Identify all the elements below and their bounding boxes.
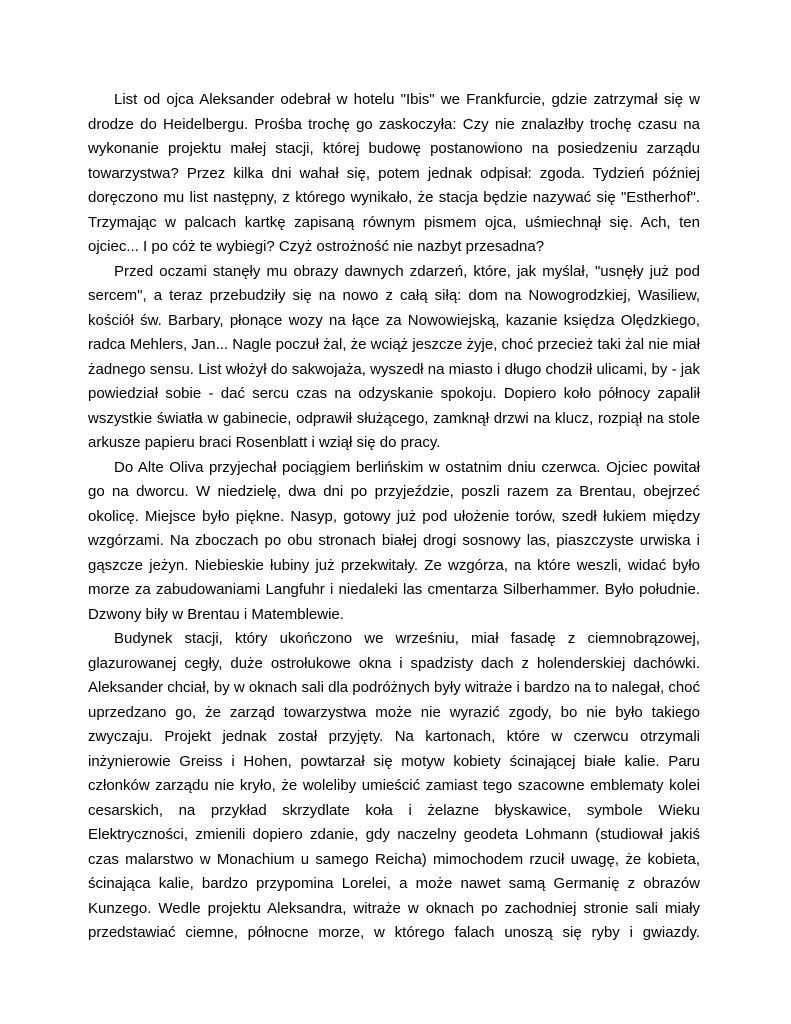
- paragraph-4: Budynek stacji, który ukończono we wrześniu, miał fasadę z ciemnobrązowej, glazurowanej cegły, duże ostrołukowe okna i spadzisty dach z holenderskiej dachówki. Aleksander chciał, by w oknach sali dla podróżnych były witraże i bardzo na to nalegał, choć uprzedzano go, że zarząd towarzystwa może nie wyrazić zgody, bo nie było takiego zwyczaju. Projekt jednak został przyjęty. Na kartonach, które w czerwcu otrzymali inżynierowie Greiss i Hohen, powtarzał się motyw kobiety ścinającej białe kalie. Paru członków zarządu nie kryło, że woleliby umieścić zamiast tego szacowne emblematy kolei cesarskich, na przykład skrzydlate koła i żelazne błyskawice, symbole Wieku Elektryczności, zmienili dopiero zdanie, gdy naczelny geodeta Lohmann (studiował jakiś czas malarstwo w Monachium u samego Reicha) mimochodem rzucił uwagę, że kobieta, ścinająca kalie, bardzo przypomina Lorelei, a może nawet samą Germanię z obrazów Kunzego. Wedle projektu Aleksandra, witraże w oknach po zachodniej stronie sali miały przedstawiać ciemne, północne morze, w którego falach unoszą się ryby i gwiazdy.: [88, 630, 700, 941]
- paragraph-2: Przed oczami stanęły mu obrazy dawnych zdarzeń, które, jak myślał, "usnęły już pod sercem", a teraz przebudziły się na nowo z całą siłą: dom na Nowogrodzkiej, Wasiliew, kościół św. Barbary, płonące wozy na łące za Nowowiejską, kazanie księdza Olędzkiego, radca Mehlers, Jan... Nagle poczuł żal, że wciąż jeszcze żyje, choć przecież taki żal nie miał żadnego sensu. List włożył do sakwojaża, wyszedł na miasto i długo chodził ulicami, by - jak powiedział sobie - dać sercu czas na odzyskanie spokoju. Dopiero koło północy zapalił wszystkie światła w gabinecie, odprawił służącego, zamknął drzwi na klucz, rozpiął na stole arkusze papieru braci Rosenblatt i wziął się do pracy.: [88, 262, 700, 451]
- paragraph-1: List od ojca Aleksander odebrał w hotelu "Ibis" we Frankfurcie, gdzie zatrzymał się w drodze do Heidelbergu. Prośba trochę go zaskoczyła: Czy nie znalazłby trochę czasu na wykonanie projektu małej stacji, której budowę postanowiono na posiedzeniu zarządu towarzystwa? Przez kilka dni wahał się, potem jednak odpisał: zgoda. Tydzień później doręczono mu list następny, z którego wynikało, że stacja będzie nazywać się "Estherhof". Trzymając w palcach kartkę zapisaną równym pismem ojca, uśmiechnął się. Ach, ten ojciec... I po cóż te wybiegi? Czyż ostrożność nie nazbyt przesadna?: [88, 91, 700, 255]
- paragraph-3: Do Alte Oliva przyjechał pociągiem berlińskim w ostatnim dniu czerwca. Ojciec powitał go na dworcu. W niedzielę, dwa dni po przyjeździe, poszli razem za Brentau, obejrzeć okolicę. Miejsce było piękne. Nasyp, gotowy już pod ułożenie torów, szedł łukiem między wzgórzami. Na zboczach po obu stronach białej drogi sosnowy las, piaszczyste urwiska i gąszcze jeżyn. Niebieskie łubiny już przekwitały. Ze wzgórza, na które weszli, widać było morze za zabudowaniami Langfuhr i niedaleki las cmentarza Silberhammer. Było południe. Dzwony biły w Brentau i Matemblewie.: [88, 458, 700, 623]
- document-page: [88, 88, 700, 946]
